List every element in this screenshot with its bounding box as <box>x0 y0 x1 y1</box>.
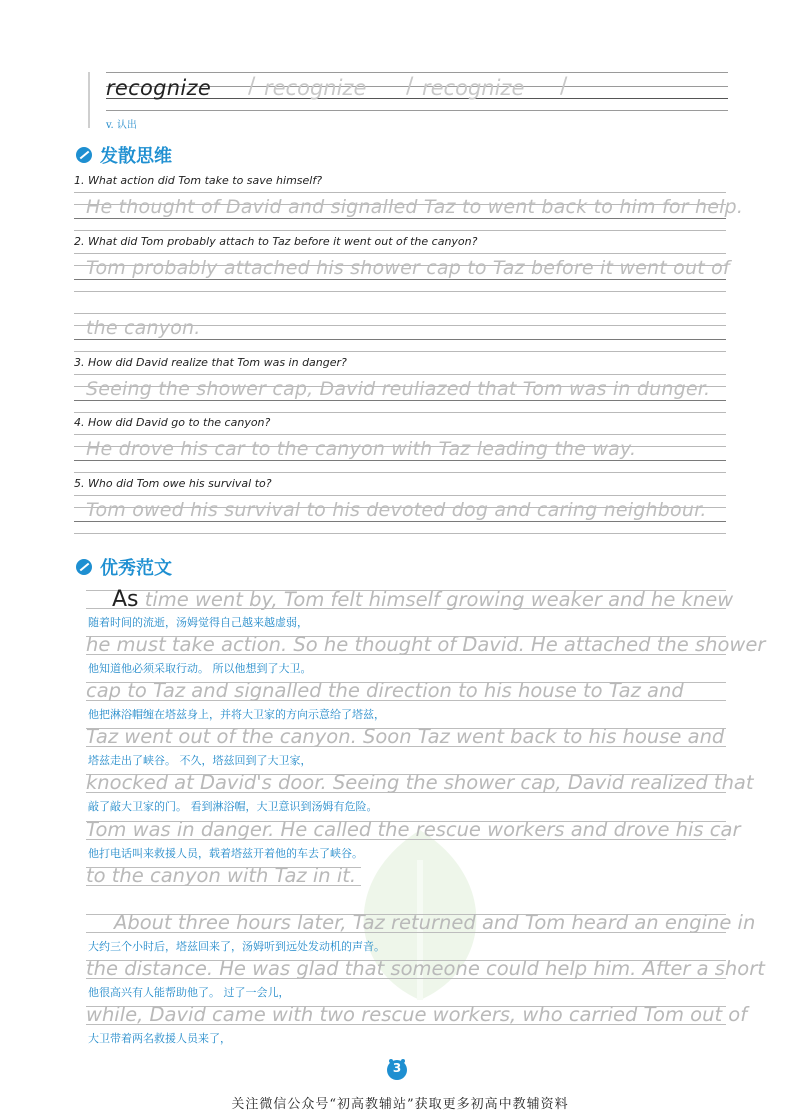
essay-translation: 他很高兴有人能帮助他了。 过了一会儿， <box>88 986 290 999</box>
writing-rule <box>74 521 726 522</box>
vocab-part-of-speech: v. 认出 <box>106 120 137 131</box>
essay-trace: time went by, Tom felt himself growing weaker and he knew <box>138 588 734 611</box>
writing-rule <box>74 400 726 401</box>
answer-trace: He drove his car to the canyon with Taz leading the way. <box>86 438 637 460</box>
essay-trace: Taz went out of the canyon. Soon Taz went back to his house and <box>86 725 725 748</box>
question-text: 5. Who did Tom owe his survival to? <box>74 477 272 490</box>
writing-rule <box>74 192 726 193</box>
question-text: 4. How did David go to the canyon? <box>74 416 271 429</box>
question-text: 2. What did Tom probably attach to Taz before it went out of the canyon? <box>74 235 478 248</box>
answer-trace: Tom probably attached his shower cap to Taz before it went out of <box>86 257 730 279</box>
vocab-rule <box>106 72 728 73</box>
writing-rule <box>74 339 726 340</box>
writing-rule <box>74 253 726 254</box>
writing-rule <box>74 472 726 473</box>
answer-trace: He thought of David and signalled Taz to went back to him for help. <box>86 196 744 218</box>
section-header-divergent-thinking <box>76 143 172 167</box>
essay-trace: Tom was in danger. He called the rescue workers and drove his car <box>86 818 741 841</box>
writing-rule <box>74 460 726 461</box>
essay-trace: the distance. He was glad that someone could help him. After a short <box>86 957 765 980</box>
answer-trace: the canyon. <box>86 317 201 339</box>
writing-rule <box>74 230 726 231</box>
writing-rule <box>74 279 726 280</box>
vocab-trace: recognize <box>264 76 367 100</box>
slash-divider: / <box>560 74 568 99</box>
essay-first-word: As <box>112 587 139 612</box>
question-text: 1. What action did Tom take to save himself? <box>74 174 323 187</box>
pencil-circle-icon <box>76 147 92 163</box>
question-text: 3. How did David realize that Tom was in danger? <box>74 356 347 369</box>
essay-translation: 他把淋浴帽缠在塔兹身上，并将大卫家的方向示意给了塔兹， <box>88 708 385 721</box>
page-number: 3 <box>392 1061 402 1075</box>
essay-trace: to the canyon with Taz in it. <box>86 864 357 887</box>
essay-trace: he must take action. So he thought of David. He attached the shower <box>86 633 766 656</box>
writing-rule <box>74 434 726 435</box>
essay-trace: About three hours later, Taz returned and Tom heard an engine in <box>114 911 756 934</box>
essay-trace: knocked at David's door. Seeing the shower cap, David realized that <box>86 771 754 794</box>
essay-translation: 大卫带着两名救援人员来了， <box>88 1032 231 1045</box>
writing-rule <box>74 351 726 352</box>
essay-translation: 随着时间的流逝，汤姆觉得自己越来越虚弱， <box>88 616 308 629</box>
footer-notice: 关注微信公众号“初高教辅站”获取更多初高中教辅资料 <box>231 1097 569 1112</box>
slash-divider: / <box>406 74 414 99</box>
essay-translation: 他打电话叫来救援人员，载着塔兹开着他的车去了峡谷。 <box>88 847 363 860</box>
essay-text <box>112 587 733 612</box>
section-header-model-essay <box>76 555 172 579</box>
slash-divider: / <box>248 74 256 99</box>
writing-rule <box>74 374 726 375</box>
vocab-word: recognize <box>106 76 212 100</box>
answer-trace: Tom owed his survival to his devoted dog and caring neighbour. <box>86 499 707 521</box>
essay-translation: 大约三个小时后，塔兹回来了，汤姆听到远处发动机的声音。 <box>88 940 385 953</box>
pencil-circle-icon <box>76 559 92 575</box>
writing-rule <box>74 533 726 534</box>
answer-trace: Seeing the shower cap, David reuliazed that Tom was in dunger. <box>86 378 711 400</box>
essay-translation: 他知道他必须采取行动。 所以他想到了大卫。 <box>88 662 312 675</box>
writing-rule <box>74 291 726 292</box>
vocab-left-bar <box>88 72 90 128</box>
writing-rule <box>74 412 726 413</box>
writing-rule <box>74 495 726 496</box>
essay-trace: while, David came with two rescue workers, who carried Tom out of <box>86 1003 748 1026</box>
page-number-badge <box>386 1058 408 1080</box>
vocab-rule <box>106 110 728 111</box>
section-title: 优秀范文 <box>100 558 172 579</box>
vocab-practice <box>88 70 728 132</box>
essay-translation: 塔兹走出了峡谷。 不久，塔兹回到了大卫家， <box>88 754 312 767</box>
writing-rule <box>74 218 726 219</box>
essay-trace: cap to Taz and signalled the direction to his house to Taz and <box>86 679 684 702</box>
essay-translation: 敲了敲大卫家的门。 看到淋浴帽，大卫意识到汤姆有危险。 <box>88 800 378 813</box>
vocab-trace: recognize <box>422 76 525 100</box>
writing-rule <box>74 313 726 314</box>
section-title: 发散思维 <box>100 146 172 167</box>
